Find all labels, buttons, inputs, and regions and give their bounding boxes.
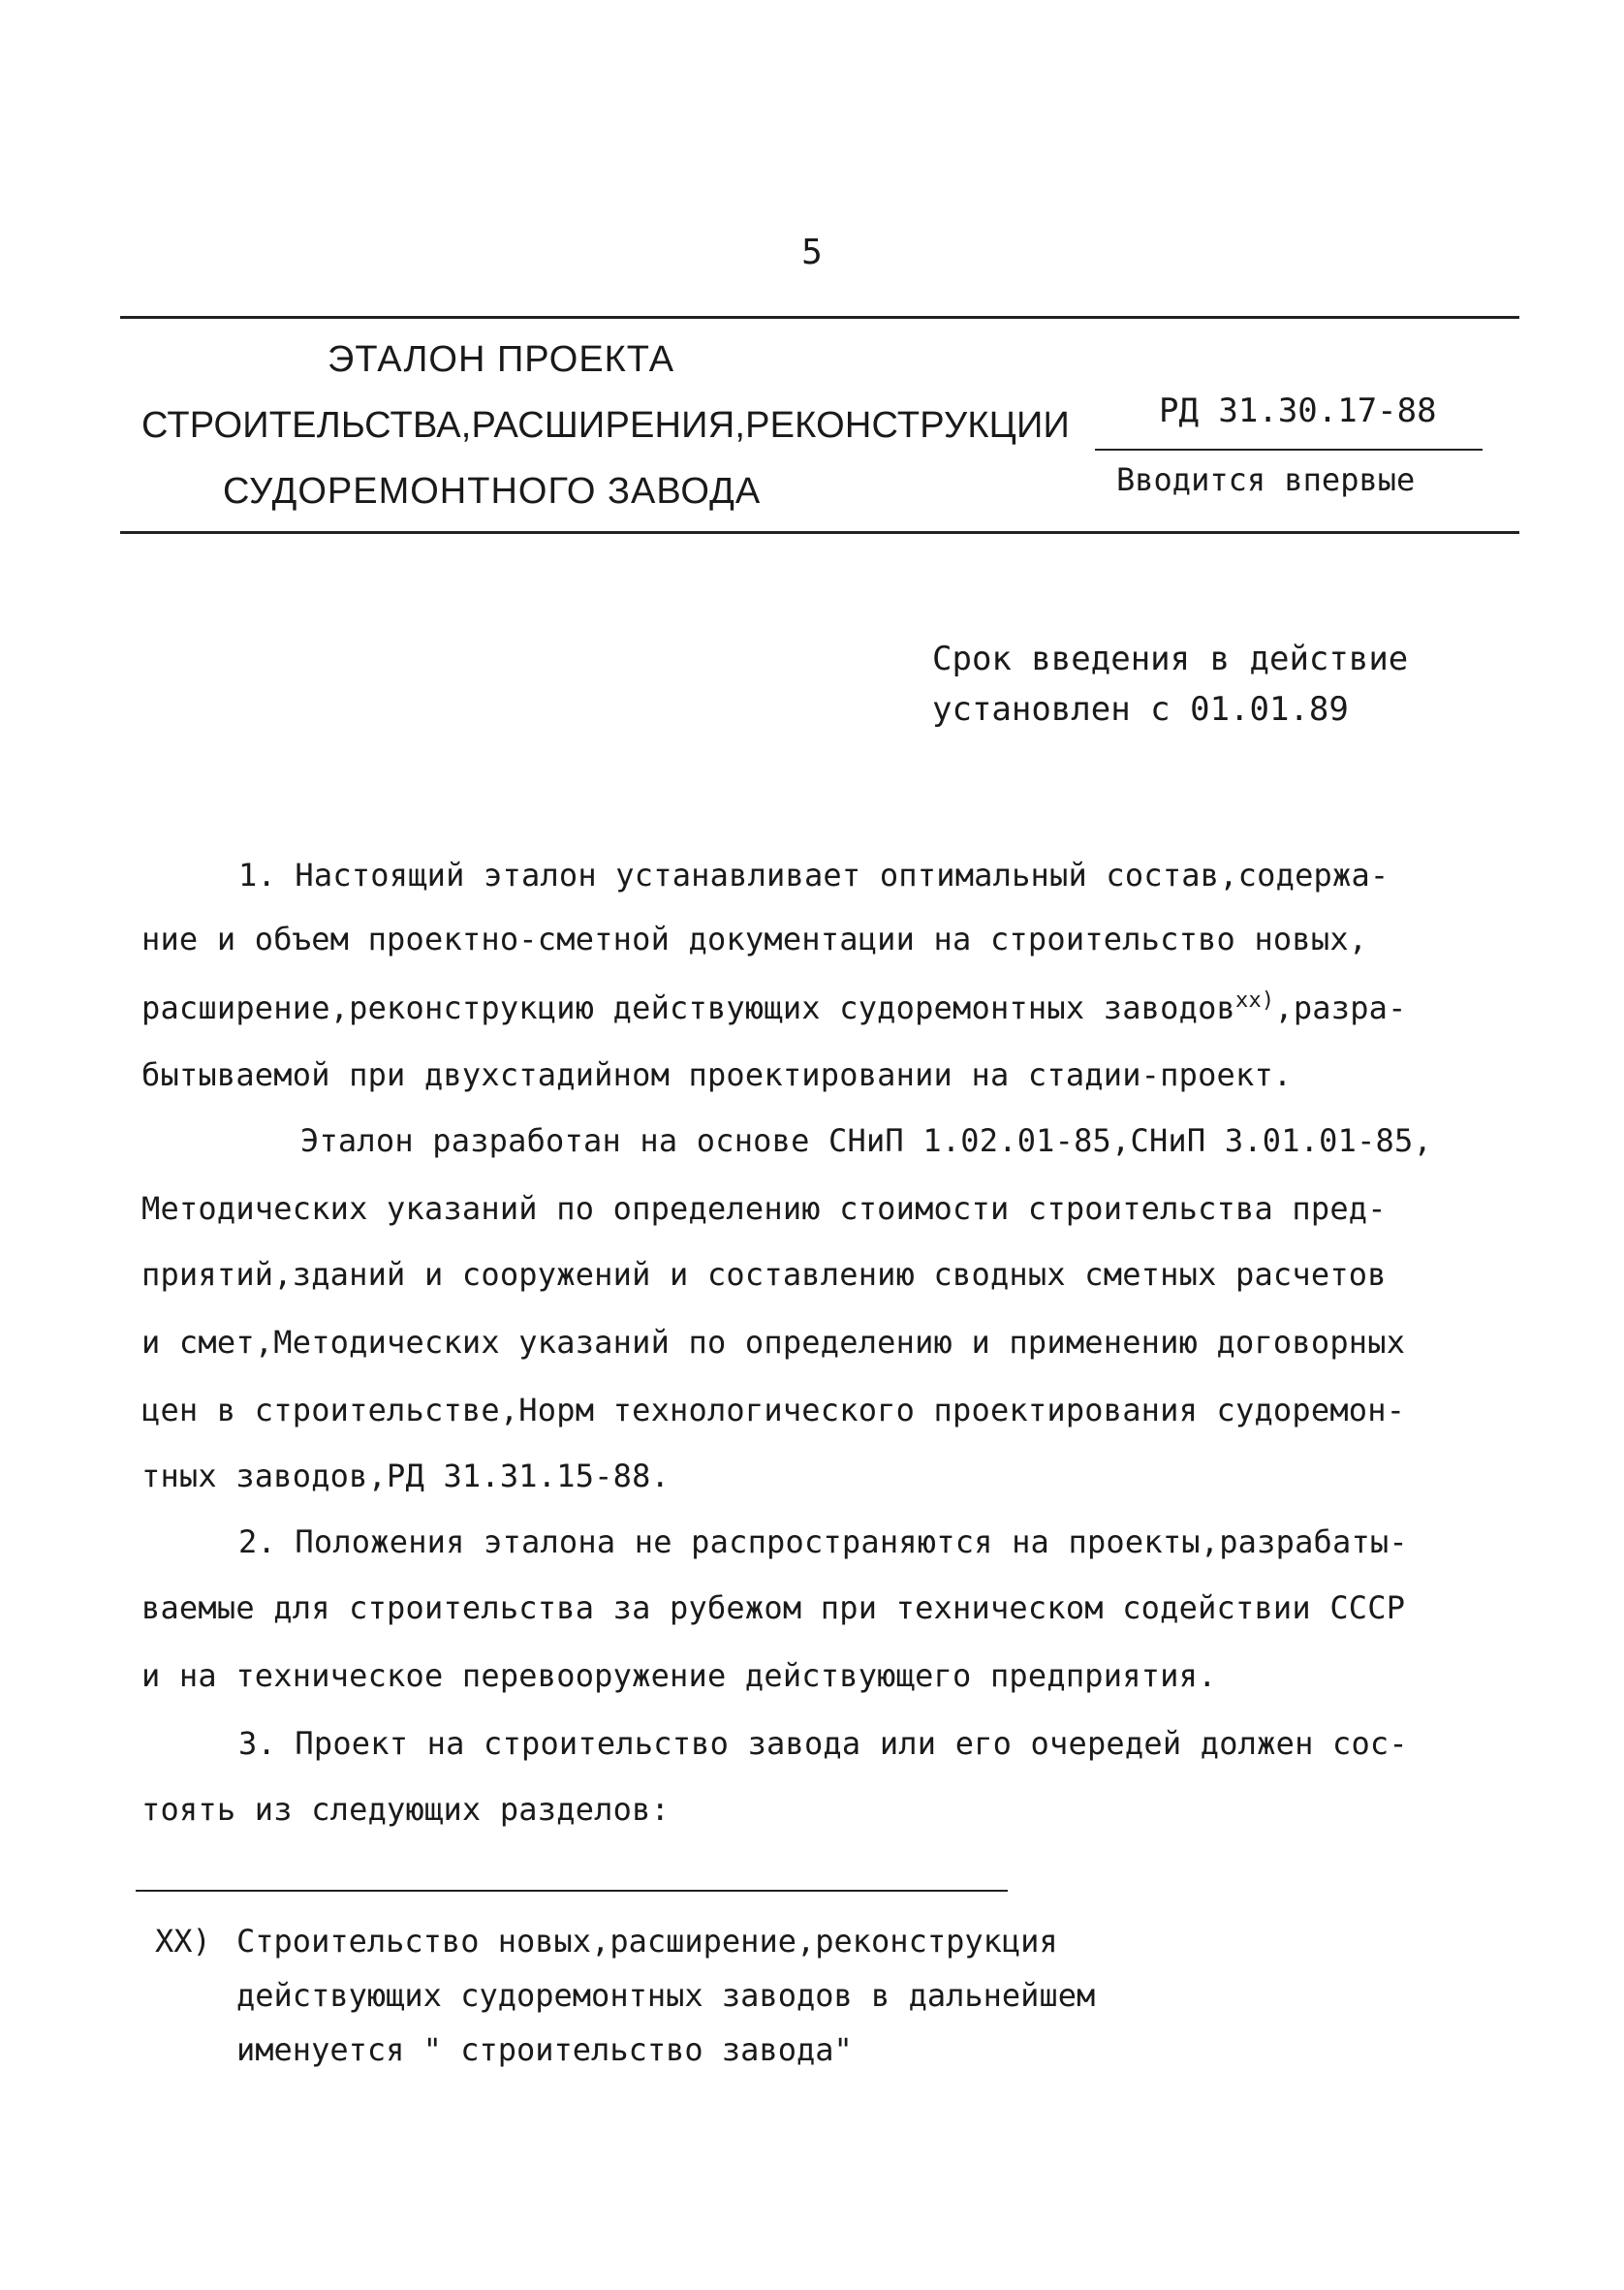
- footnote-rule: [136, 1890, 1008, 1892]
- p2-line-6: тных заводов,РД 31.31.15-88.: [141, 1458, 671, 1494]
- p1-line-3: [141, 988, 1407, 1026]
- introduced-note: Вводится впервые: [1116, 461, 1416, 498]
- p1-line-2: ние и объем проектно-сметной документации на строительство новых,: [141, 921, 1368, 957]
- p2-line-2: Методических указаний по определению стоимости строительства пред-: [141, 1190, 1387, 1227]
- header-bottom-rule: [120, 531, 1519, 534]
- header-top-rule: [120, 316, 1519, 319]
- p1-line-3-text: расширение,реконструкцию действующих судоремонтных заводов: [141, 989, 1236, 1026]
- p1-line-4: бытываемой при двухстадийном проектировании на стадии-проект.: [141, 1056, 1293, 1093]
- title-line-3: СУДОРЕМОНТНОГО ЗАВОДА: [223, 471, 762, 512]
- p3-line-3: и на техническое перевооружение действующего предприятия.: [141, 1657, 1217, 1694]
- code-divider-rule: [1095, 449, 1483, 451]
- p4-line-2: тоять из следующих разделов:: [141, 1791, 671, 1828]
- p2-line-4: и смет,Методических указаний по определению и применению договорных: [141, 1324, 1406, 1361]
- p1-line-1: 1. Настоящий эталон устанавливает оптимальный состав,содержа-: [238, 857, 1390, 894]
- p2-line-3: приятий,зданий и сооружений и составлению сводных сметных расчетов: [141, 1256, 1387, 1293]
- effective-line-2: установлен с 01.01.89: [932, 690, 1349, 729]
- footnote-line-1: Строительство новых,расширение,реконструкция: [236, 1923, 1058, 1960]
- p2-line-5: цен в строительстве,Норм технологического проектирования судоремон-: [141, 1392, 1406, 1428]
- p1-line-3-tail: ,разра-: [1274, 989, 1407, 1026]
- footnote-line-3: именуется " строительство завода": [236, 2031, 853, 2068]
- page-number: 5: [801, 233, 823, 272]
- footnote-line-2: действующих судоремонтных заводов в дальнейшем: [236, 1977, 1096, 2014]
- p3-line-1: 2. Положения эталона не распространяются на проекты,разрабаты-: [238, 1523, 1408, 1560]
- title-line-2: СТРОИТЕЛЬСТВА,РАСШИРЕНИЯ,РЕКОНСТРУКЦИИ: [141, 405, 1071, 446]
- effective-line-1: Срок введения в действие: [932, 640, 1409, 678]
- footnote-marker: XX): [155, 1923, 211, 1960]
- p3-line-2: ваемые для строительства за рубежом при техническом содействии СССР: [141, 1589, 1406, 1626]
- p2-line-1: Эталон разработан на основе СНиП 1.02.01-85,СНиП 3.01.01-85,: [300, 1122, 1432, 1159]
- title-line-1: ЭТАЛОН ПРОЕКТА: [328, 339, 675, 380]
- document-code: РД 31.30.17-88: [1159, 392, 1437, 430]
- footnote-ref: xx): [1235, 988, 1275, 1013]
- p4-line-1: 3. Проект на строительство завода или его очередей должен сос-: [238, 1725, 1408, 1762]
